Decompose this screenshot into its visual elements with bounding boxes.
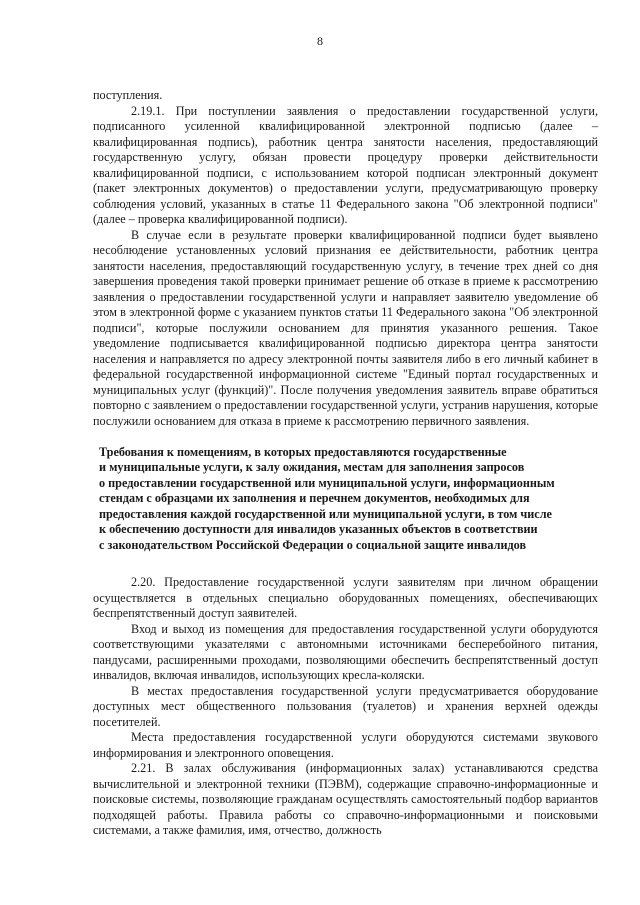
paragraph-2-20: 2.20. Предоставление государственной услуги заявителям при личном обращении осуществляется в отдельных специально оборудованных помещениях, обеспечивающих беспрепятственный доступ заявителей. [93,575,598,620]
paragraph-sound-systems: Места предоставления государственной услуги оборудуются системами звукового информирования и электронного оповещения. [93,730,598,760]
section-heading [93,445,598,554]
heading-line: о предоставлении государственной или муниципальной услуги, информационным [99,475,555,490]
heading-line: с законодательством Российской Федерации о социальной защите инвалидов [99,537,527,552]
heading-line: Требования к помещениям, в которых предоставляются государственные [99,444,507,459]
paragraph-2-19-1: 2.19.1. При поступлении заявления о предоставлении государственной услуги, подписанного усиленной квалифицированной электронной подписью (далее – квалифицированная подпись), работник центра занятости населения, предоставляющий государственную услугу, обязан провести процедуру проверки действительности квалифицированной подписи, с использованием которой подписан электронный документ (пакет электронных документов) о предоставлении услуги, предусматривающую проверку соблюдения условий, указанных в статье 11 Федерального закона "Об электронной подписи" (далее – проверка квалифицированной подписи). [93,103,598,226]
paragraph-continuation: поступления. [93,88,163,102]
heading-line: предоставления каждой государственной или муниципальной услуги, в том числе [99,506,552,521]
heading-line: стендам с образцами их заполнения и перечнем документов, необходимых для [99,491,530,505]
page-number: 8 [317,34,323,48]
paragraph-public-facilities: В местах предоставления государственной услуги предусматривается оборудование доступных мест общественного пользования (туалетов) и хранения верхней одежды посетителей. [93,683,598,729]
document-body [93,88,598,839]
heading-line: к обеспечению доступности для инвалидов указанных объектов в соответствии [99,522,538,536]
paragraph-2-21: 2.21. В залах обслуживания (информационных залах) устанавливаются средства вычислительной и электронной техники (ПЭВМ), содержащие справочно-информационные и поисковые системы, позволяющие гражданам осуществлять самостоятельный подбор вариантов подходящей работы. Правила работы со справочно-информационными и поисковыми системами, а также фамилия, имя, отчество, должность [93,761,598,837]
paragraph-signature-check-failure: В случае если в результате проверки квалифицированной подписи будет выявлено несоблюдение установленных условий признания ее действительности, работник центра занятости населения, предоставляющий государственную услугу, в течение трех дней со дня завершения проведения такой проверки принимает решение об отказе в приеме к рассмотрению заявления о предоставлении государственной услуги и направляет заявителю уведомление об этом в электронной форме с указанием пунктов статьи 11 Федерального закона "Об электронной подписи", которые послужили основанием для принятия указанного решения. Такое уведомление подписывается квалифицированной подписью директора центра занятости населения и направляется по адресу электронной почты заявителя либо в его личный кабинет в федеральной государственной информационной системе "Единый портал государственных и муниципальных услуг (функций)". После получения уведомления заявитель вправе обратиться повторно с заявлением о предоставлении государственной услуги, устранив нарушения, которые послужили основанием для отказа в приеме к рассмотрению первичного заявления. [93,227,598,428]
paragraph-entrance-exit: Вход и выход из помещения для предоставления государственной услуги оборудуются соответствующими указателями с автономными источниками бесперебойного питания, пандусами, расширенными проходами, позволяющими обеспечить беспрепятственный доступ инвалидов, включая инвалидов, использующих кресла-коляски. [93,621,598,682]
heading-line: и муниципальные услуги, к залу ожидания, местам для заполнения запросов [99,460,525,474]
